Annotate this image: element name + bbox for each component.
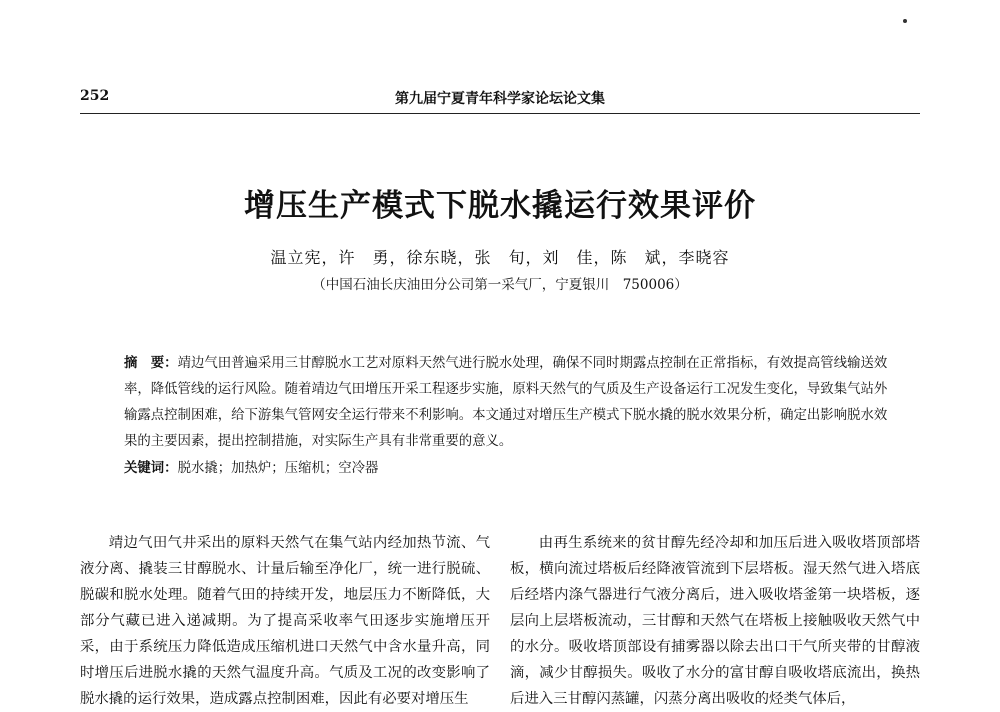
scan-speck — [903, 19, 907, 23]
process-paragraph: 由再生系统来的贫甘醇先经冷却和加压后进入吸收塔顶部塔板，横向流过塔板后经降液管流到下层塔板。湿天然气进入塔底后经塔内涤气器进行气液分离后，进入吸收塔釜第一块塔板，逐层向上层塔板流动，三甘醇和天然气在塔板上接触吸收天然气中的水分。吸收塔顶部设有捕雾器以除去出口干气所夹带的甘醇液滴，减少甘醇损失。吸收了水分的富甘醇自吸收塔底流出，换热后进入三甘醇闪蒸罐，闪蒸分离出吸收的烃类气体后， — [510, 535, 920, 707]
abstract-text: 靖边气田普遍采用三甘醇脱水工艺对原料天然气进行脱水处理，确保不同时期露点控制在正常指标，有效提高管线输送效率，降低管线的运行风险。随着靖边气田增压开采工程逐步实施，原料天然气的气质及生产设备运行工况发生变化，导致集气站外输露点控制困难，给下游集气管网安全运行带来不利影响。本文通过对增压生产模式下脱水撬的脱水效果分析，确定出影响脱水效果的主要因素，提出控制措施，对实际生产具有非常重要的意义。 — [124, 356, 888, 449]
abstract-label: 摘 要： — [124, 355, 178, 371]
affiliation: （中国石油长庆油田分公司第一采气厂，宁夏银川 750006） — [312, 277, 688, 293]
keywords-text: 脱水撬；加热炉；压缩机；空冷器 — [177, 461, 379, 476]
page-number: 252 — [80, 88, 110, 104]
body-column-left — [80, 530, 490, 712]
body-column-right — [510, 530, 920, 712]
intro-paragraph: 靖边气田气井采出的原料天然气在集气站内经加热节流、气液分离、撬装三甘醇脱水、计量后输至净化厂，统一进行脱硫、脱碳和脱水处理。随着气田的持续开发，地层压力不断降低，大部分气藏已进入递减期。为了提高采收率气田逐步实施增压开采，由于系统压力降低造成压缩机进口天然气中含水量升高，同时增压后进脱水撬的天然气温度升高。气质及工况的改变影响了脱水撬的运行效果，造成露点控制困难，因此有必要对增压生 — [80, 535, 490, 707]
abstract-paragraph — [124, 350, 894, 455]
keywords-label: 关键词： — [124, 460, 178, 476]
abstract-block — [124, 350, 894, 482]
author-list: 温立宪，许 勇，徐东晓，张 旬，刘 佳，陈 斌，李晓容 — [270, 248, 730, 267]
keywords-line — [124, 455, 894, 482]
paper-title: 增压生产模式下脱水撬运行效果评价 — [244, 188, 756, 224]
running-title: 第九届宁夏青年科学家论坛论文集 — [395, 91, 605, 107]
header-rule — [80, 113, 920, 114]
